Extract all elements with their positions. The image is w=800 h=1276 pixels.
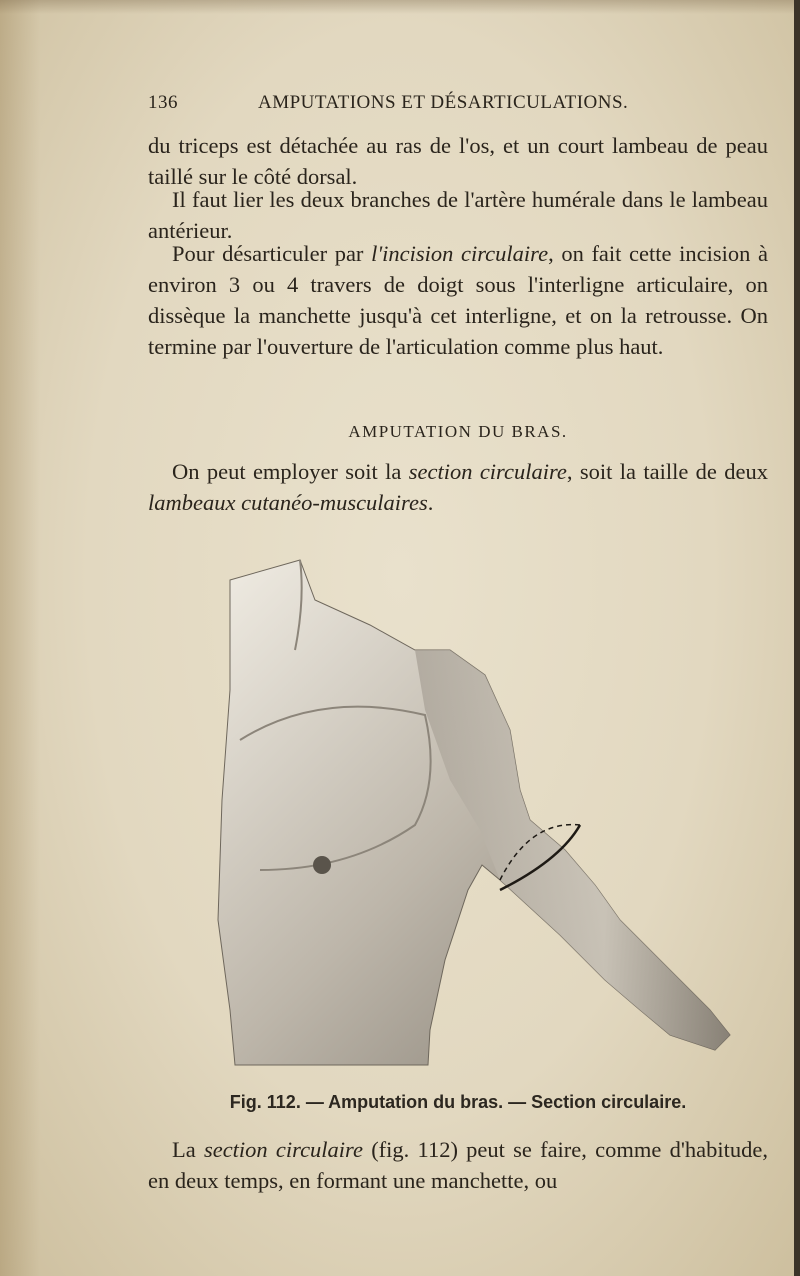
paragraph-4 (148, 456, 768, 518)
paragraph-4-middle: , soit la taille de deux (566, 459, 768, 484)
paragraph-3 (148, 238, 768, 362)
page-number: 136 (148, 92, 178, 113)
paragraph-1: du triceps est détachée au ras de l'os, et un court lambeau de peau taillé sur le côté dorsal. (148, 133, 768, 189)
page-shadow-top (0, 0, 800, 14)
figure-caption: Fig. 112. — Amputation du bras. — Section circulaire. (229, 1092, 687, 1112)
paragraph-5-italic: section circulaire (203, 1137, 363, 1162)
paragraph-3-rest: , on fait cette incision à environ 3 ou 4 travers de doigt sous l'interligne articulaire, on dissèque la manchette jusqu'à cet interligne, et on la retrousse. On termine par l'ouverture de l'articulation comme plus haut. (148, 241, 768, 359)
paragraph-4-end: . (427, 490, 434, 515)
nipple (313, 856, 331, 874)
paragraph-5-rest: (fig. 112) peut se faire, comme d'habitude, en deux temps, en formant une manchette, ou (148, 1137, 768, 1193)
running-title: AMPUTATIONS ET DÉSARTICULATIONS. (258, 92, 629, 113)
paragraph-4-text: On peut employer soit la (172, 459, 409, 484)
section-heading: AMPUTATION DU BRAS. (348, 422, 568, 441)
paragraph-3-text: Pour désarticuler par (172, 241, 372, 266)
paragraph-3-italic: l'incision circulaire (371, 241, 549, 266)
paragraph-5 (148, 1134, 768, 1196)
paragraph-5-text: La (172, 1137, 204, 1162)
running-header (148, 92, 768, 122)
page-edge-right (794, 0, 800, 1276)
paragraph-4-italic-1: section circulaire (408, 459, 567, 484)
page-shadow-left (0, 0, 40, 1276)
paragraph-2: Il faut lier les deux branches de l'artère humérale dans le lambeau antérieur. (148, 187, 768, 243)
paragraph-4-italic-2: lambeaux cutanéo-musculaires (148, 490, 428, 515)
arm-amputation-illustration (200, 540, 740, 1080)
